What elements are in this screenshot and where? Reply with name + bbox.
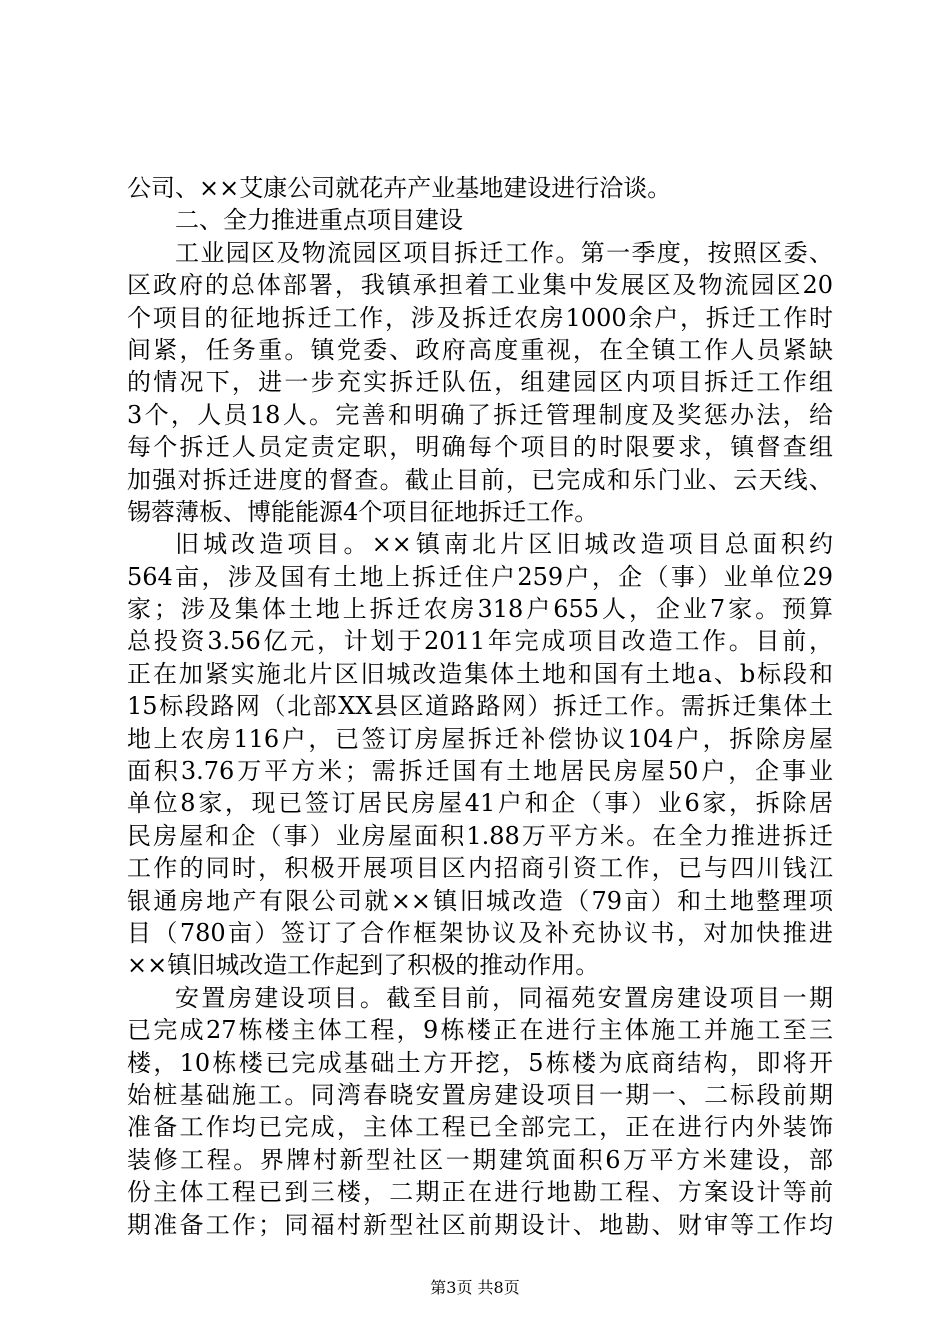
paragraph-line: 装修工程。界牌村新型社区一期建筑面积6万平方米建设，部	[127, 1145, 833, 1174]
page-number-footer: 第3页 共8页	[430, 1278, 520, 1297]
paragraph-line: 安置房建设项目。截至目前，同福苑安置房建设项目一期	[175, 983, 833, 1012]
paragraph-line: 目（780亩）签订了合作框架协议及补充协议书，对加快推进	[127, 918, 833, 947]
paragraph-line: 工业园区及物流园区项目拆迁工作。第一季度，按照区委、	[175, 238, 833, 267]
paragraph-line: 始桩基础施工。同湾春晓安置房建设项目一期一、二标段前期	[127, 1080, 833, 1109]
document-body	[127, 172, 833, 1241]
section-heading: 二、全力推进重点项目建设	[175, 206, 463, 235]
paragraph-line: 已完成27栋楼主体工程，9栋楼正在进行主体施工并施工至三	[127, 1016, 833, 1045]
paragraph-line: ××镇旧城改造工作起到了积极的推动作用。	[127, 951, 600, 980]
paragraph-line: 准备工作均已完成，主体工程已全部完工，正在进行内外装饰	[127, 1113, 833, 1142]
paragraph-line: 民房屋和企（事）业房屋面积1.88万平方米。在全力推进拆迁	[127, 821, 833, 850]
paragraph-line: 锡蓉薄板、博能能源4个项目征地拆迁工作。	[127, 497, 599, 526]
paragraph-line: 每个拆迁人员定责定职，明确每个项目的时限要求，镇督查组	[127, 433, 833, 462]
paragraph-line: 银通房地产有限公司就××镇旧城改造（79亩）和土地整理项	[127, 886, 833, 915]
paragraph-line: 区政府的总体部署，我镇承担着工业集中发展区及物流园区20	[127, 271, 833, 300]
paragraph-line: 15标段路网（北部XX县区道路路网）拆迁工作。需拆迁集体土	[127, 692, 833, 721]
paragraph-line: 单位8家，现已签订居民房屋41户和企（事）业6家，拆除居	[127, 789, 833, 818]
paragraph-line: 个项目的征地拆迁工作，涉及拆迁农房1000余户，拆迁工作时	[127, 303, 833, 332]
paragraph-line: 间紧，任务重。镇党委、政府高度重视，在全镇工作人员紧缺	[127, 335, 833, 364]
paragraph-line: 期准备工作；同福村新型社区前期设计、地勘、财审等工作均	[127, 1210, 833, 1239]
paragraph-line: 总投资3.56亿元，计划于2011年完成项目改造工作。目前，	[127, 627, 833, 656]
paragraph-line: 地上农房116户，已签订房屋拆迁补偿协议104户，拆除房屋	[127, 724, 833, 753]
paragraph-line: 的情况下，进一步充实拆迁队伍，组建园区内项目拆迁工作组	[127, 368, 833, 397]
paragraph-line: 面积3.76万平方米；需拆迁国有土地居民房屋50户，企事业	[127, 757, 833, 786]
paragraph-line: 公司、××艾康公司就花卉产业基地建设进行洽谈。	[127, 174, 672, 202]
paragraph-line: 工作的同时，积极开展项目区内招商引资工作，已与四川钱江	[127, 854, 833, 883]
paragraph-line: 旧城改造项目。××镇南北片区旧城改造项目总面积约	[175, 530, 833, 559]
paragraph-line: 加强对拆迁进度的督查。截止目前，已完成和乐门业、云天线、	[127, 465, 833, 494]
paragraph-line: 楼，10栋楼已完成基础土方开挖，5栋楼为底商结构，即将开	[127, 1048, 833, 1077]
paragraph-line: 正在加紧实施北片区旧城改造集体土地和国有土地a、b标段和	[127, 659, 833, 688]
paragraph-line: 3个，人员18人。完善和明确了拆迁管理制度及奖惩办法，给	[127, 400, 833, 429]
paragraph-line: 家；涉及集体土地上拆迁农房318户655人，企业7家。预算	[127, 595, 833, 624]
paragraph-line: 564亩，涉及国有土地上拆迁住户259户，企（事）业单位29	[127, 562, 833, 591]
paragraph-line: 份主体工程已到三楼，二期正在进行地勘工程、方案设计等前	[127, 1178, 833, 1207]
